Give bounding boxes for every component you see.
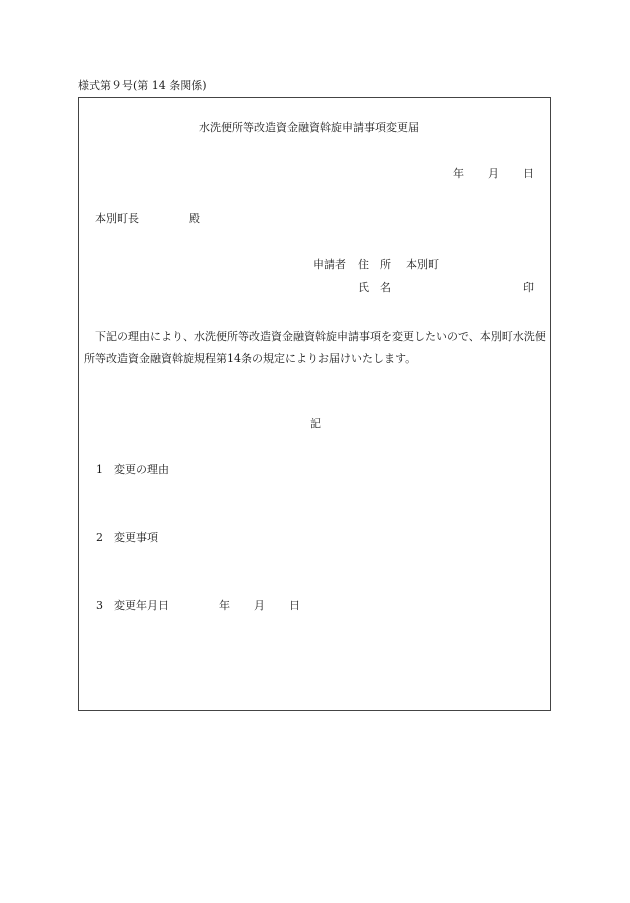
change-date-year: 年 [219, 599, 230, 612]
ki-heading: 記 [310, 417, 321, 430]
change-date-day: 日 [289, 599, 300, 612]
item-1-number: 1 [96, 463, 103, 476]
name-label: 氏 名 [358, 281, 391, 294]
item-1-label: 変更の理由 [114, 463, 169, 476]
addressee-name: 本別町長 [95, 212, 139, 225]
item-2-number: 2 [96, 531, 103, 544]
body-paragraph: 下記の理由により、水洗便所等改造資金融資斡旋申請事項を変更したいので、本別町水洗便所等改造資金融資斡旋規程第14条の規定によりお届けいたします。 [84, 330, 546, 365]
date-year: 年 [453, 167, 464, 180]
address-label: 住 所 [358, 258, 391, 271]
item-3-number: 3 [96, 599, 103, 612]
date-day: 日 [523, 167, 534, 180]
form-number: 様式第９号(第 14 条関係) [78, 79, 207, 92]
address-value: 本別町 [406, 258, 439, 271]
seal-mark: 印 [523, 281, 534, 294]
change-date-month: 月 [254, 599, 265, 612]
applicant-label: 申請者 [313, 258, 346, 271]
document-title: 水洗便所等改造資金融資斡旋申請事項変更届 [199, 121, 419, 134]
addressee-honorific: 殿 [189, 212, 200, 225]
item-2-label: 変更事項 [114, 531, 158, 544]
date-month: 月 [488, 167, 499, 180]
form-frame [78, 97, 551, 711]
item-3-label: 変更年月日 [114, 599, 169, 612]
